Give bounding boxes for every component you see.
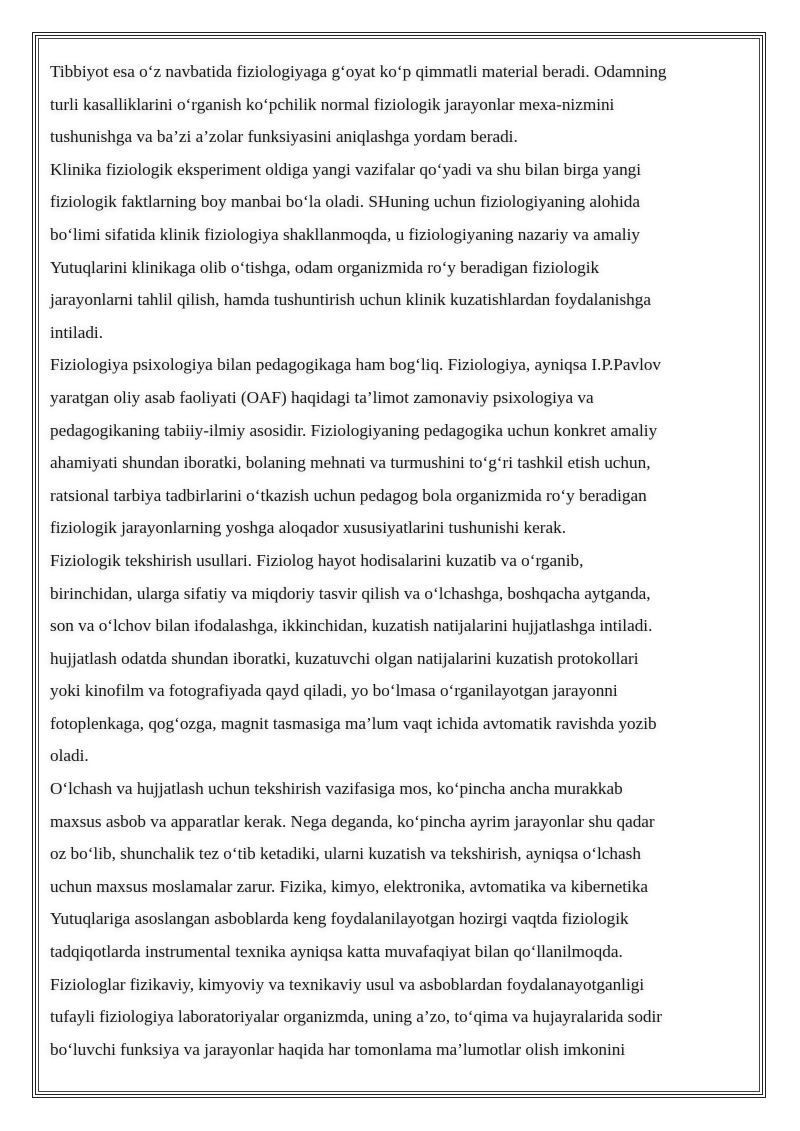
text-line: yoki kinofilm va fotografiyada qayd qiladi, yo bo‘lmasa o‘rganilayotgan jarayonni xyxy=(50,681,618,701)
text-line: yaratgan oliy asab faoliyati (OAF) haqidagi ta’limot zamonaviy psixologiya va xyxy=(50,387,594,407)
text-line: O‘lchash va hujjatlash uchun tekshirish vazifasiga mos, ko‘pincha ancha murakkab xyxy=(50,779,623,799)
text-line: bo‘luvchi funksiya va jarayonlar haqida har tomonlama ma’lumotlar olish imkonini xyxy=(50,1039,626,1059)
text-line: tufayli fiziologiya laboratoriyalar organizmda, uning a’zo, to‘qima va hujayralarida sodir xyxy=(50,1007,663,1027)
text-line: maxsus asbob va apparatlar kerak. Nega deganda, ko‘pincha ayrim jarayonlar shu qadar xyxy=(50,811,655,831)
text-line: tadqiqotlarda instrumental texnika ayniqsa katta muvafaqiyat bilan qo‘llanilmoqda. xyxy=(50,942,623,962)
text-line: bo‘limi sifatida klinik fiziologiya shakllanmoqda, u fiziologiyaning nazariy va amaliy xyxy=(50,224,640,244)
text-line: birinchidan, ularga sifatiy va miqdoriy tasvir qilish va o‘lchashga, boshqacha aytganda, xyxy=(50,583,651,603)
text-line: turli kasalliklarini o‘rganish ko‘pchilik normal fiziologik jarayonlar mexa-nizmini xyxy=(50,94,615,114)
text-line: uchun maxsus moslamalar zarur. Fizika, kimyo, elektronika, avtomatika va kibernetika xyxy=(50,876,649,896)
text-line: Yutuqlariga asoslangan asboblarda keng foydalanilayotgan hozirgi vaqtda fiziologik xyxy=(50,909,629,929)
text-line: Fiziologlar fizikaviy, kimyoviy va texnikaviy usul va asboblardan foydalanayotganligi xyxy=(50,974,645,994)
text-line: oladi. xyxy=(50,746,89,766)
text-line: pedagogikaning tabiiy-ilmiy asosidir. Fiziologiyaning pedagogika uchun konkret amaliy xyxy=(50,420,658,440)
text-line: fiziologik faktlarning boy manbai bo‘la oladi. SHuning uchun fiziologiyaning alohida xyxy=(50,192,640,212)
text-line: tushunishga va ba’zi a’zolar funksiyasini aniqlashga yordam beradi. xyxy=(50,127,518,147)
text-line: Fiziologik tekshirish usullari. Fiziolog hayot hodisalarini kuzatib va o‘rganib, xyxy=(50,550,584,570)
text-line: fotoplenkaga, qog‘ozga, magnit tasmasiga ma’lum vaqt ichida avtomatik ravishda yozib xyxy=(50,713,657,733)
text-line: ratsional tarbiya tadbirlarini o‘tkazish uchun pedagog bola organizmida ro‘y beradigan xyxy=(50,485,647,505)
text-line: Fiziologiya psixologiya bilan pedagogikaga ham bog‘liq. Fiziologiya, ayniqsa I.P.Pavlov xyxy=(50,355,662,375)
text-line: intiladi. xyxy=(50,322,103,342)
text-line: oz bo‘lib, shunchalik tez o‘tib ketadiki, ularni kuzatish va tekshirish, ayniqsa o‘lchash xyxy=(50,844,641,864)
text-line: Yutuqlarini klinikaga olib o‘tishga, odam organizmida ro‘y beradigan fiziologik xyxy=(50,257,600,277)
text-line: son va o‘lchov bilan ifodalashga, ikkinchidan, kuzatish natijalarini hujjatlashga intiladi. xyxy=(50,616,653,636)
text-line: ahamiyati shundan iboratki, bolaning mehnati va turmushini to‘g‘ri tashkil etish uchun, xyxy=(50,453,651,473)
text-line: hujjatlash odatda shundan iboratki, kuzatuvchi olgan natijalarini kuzatish protokollari xyxy=(50,648,639,668)
text-line: jarayonlarni tahlil qilish, hamda tushuntirish uchun klinik kuzatishlardan foydalanishga xyxy=(50,290,651,310)
text-line: Klinika fiziologik eksperiment oldiga yangi vazifalar qo‘yadi va shu bilan birga yangi xyxy=(50,159,642,179)
page-frame xyxy=(32,32,766,1098)
text-line: Tibbiyot esa o‘z navbatida fiziologiyaga g‘oyat ko‘p qimmatli material beradi. Odamning xyxy=(50,62,667,81)
document-text xyxy=(50,56,750,1066)
text-line: fiziologik jarayonlarning yoshga aloqador xususiyatlarini tushunishi kerak. xyxy=(50,518,566,538)
